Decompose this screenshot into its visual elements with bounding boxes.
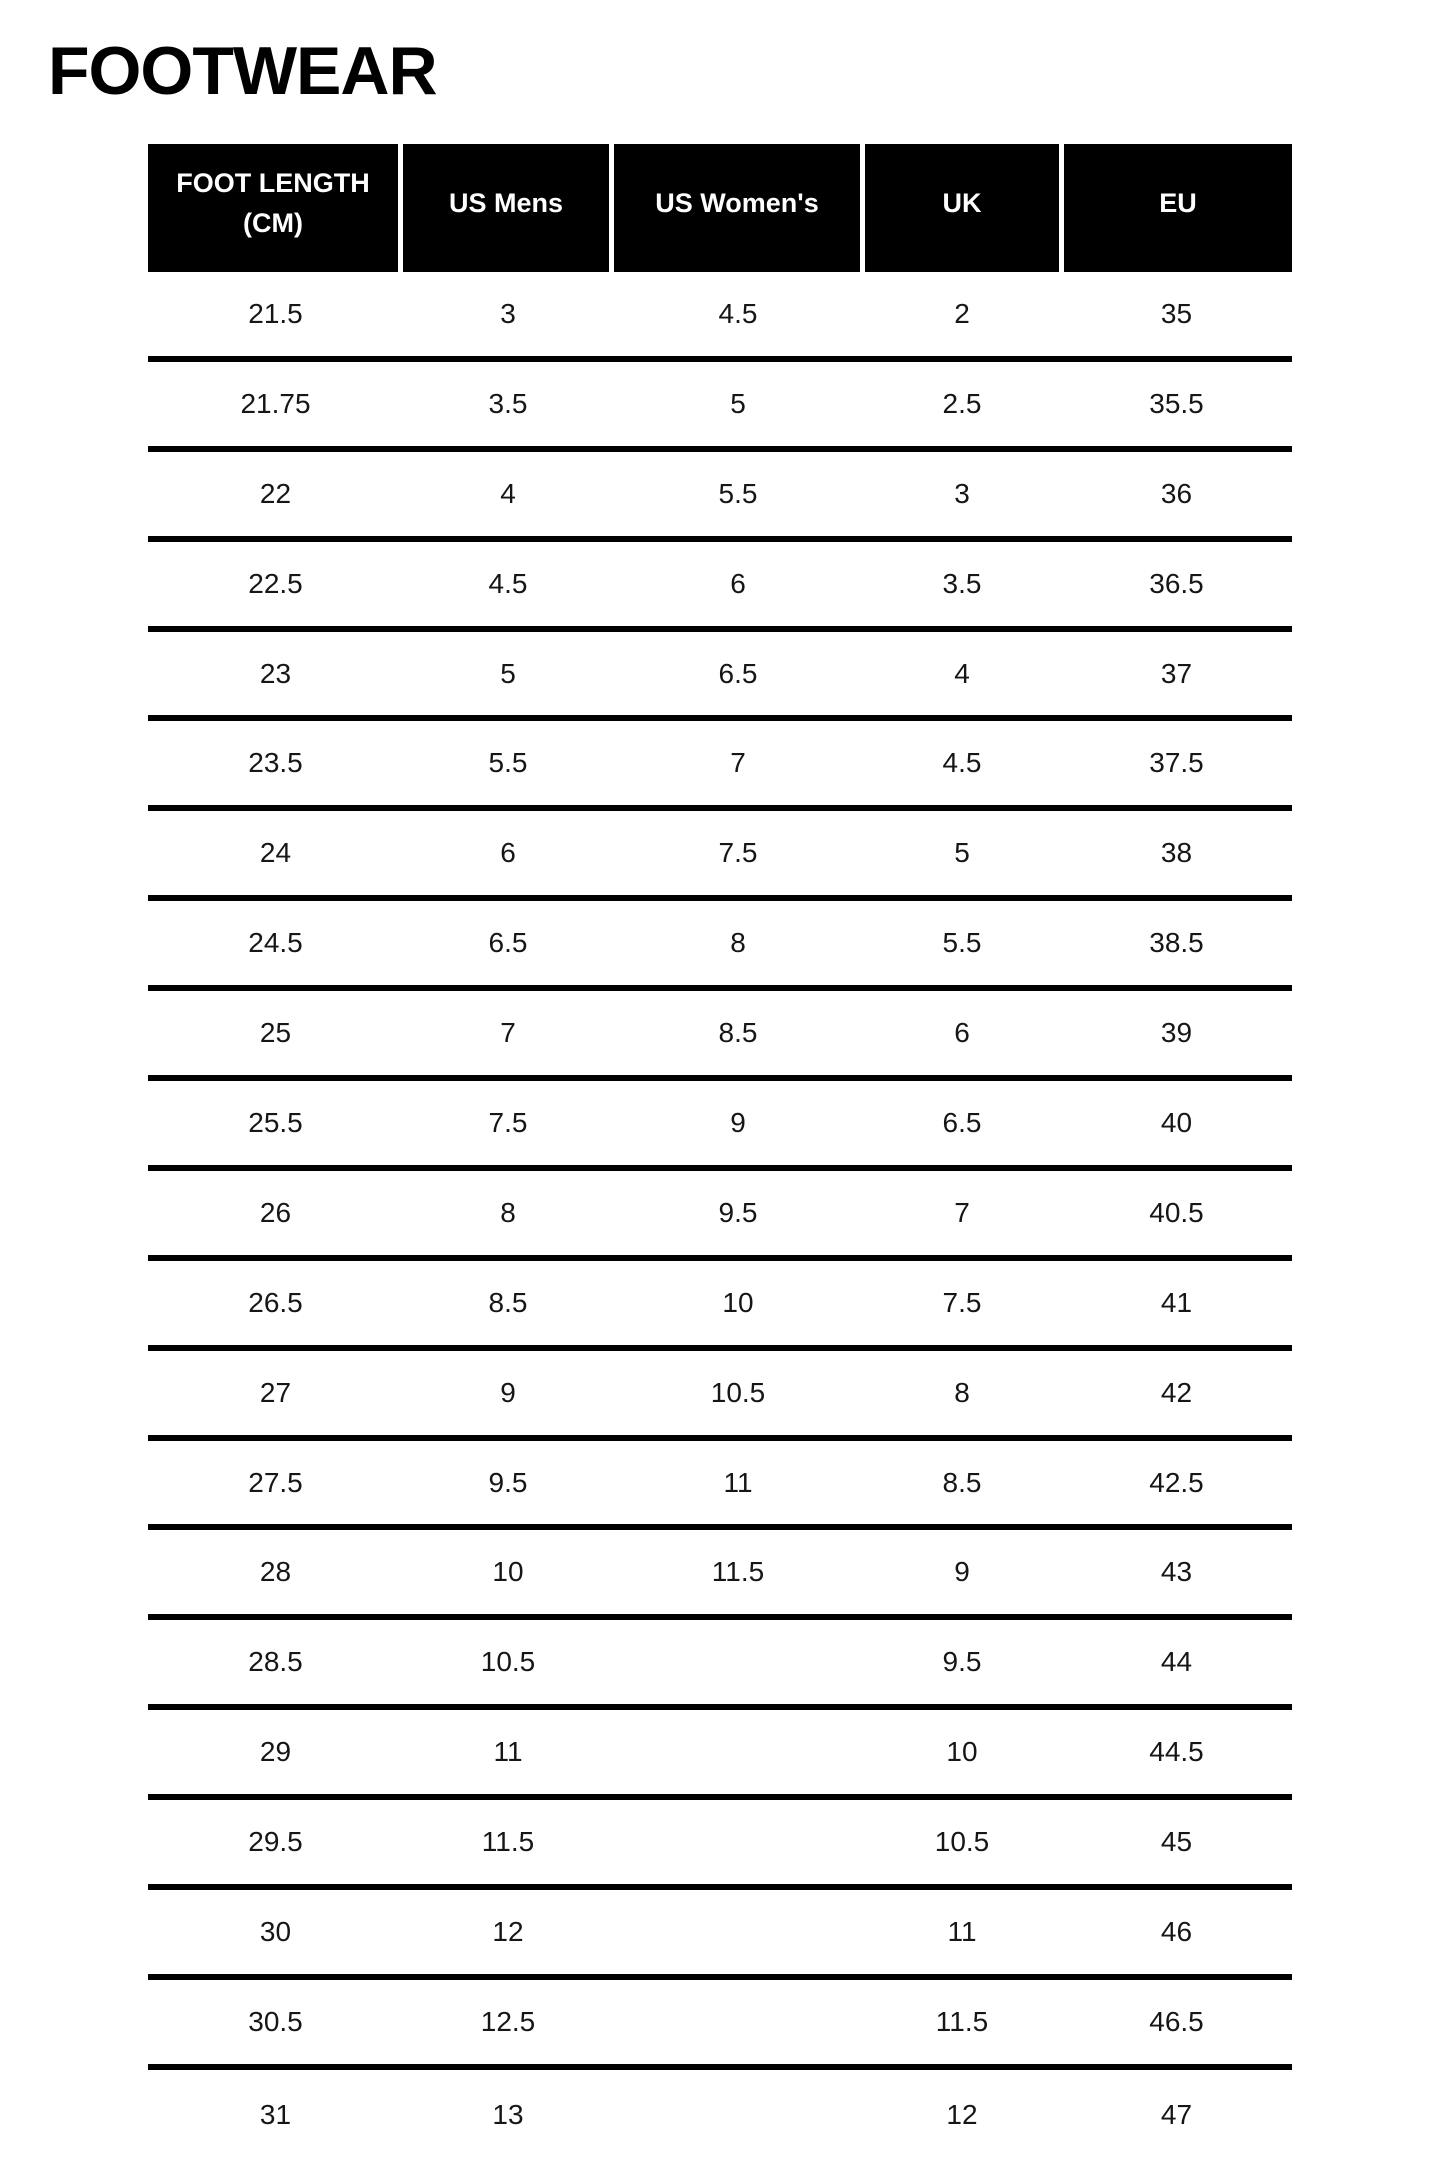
table-cell: 9.5 bbox=[718, 1196, 758, 1228]
table-cell: 7.5 bbox=[718, 837, 758, 869]
table-cell: 42 bbox=[1160, 1376, 1193, 1408]
header-cell-us-womens: US Women's bbox=[614, 144, 860, 272]
table-row bbox=[148, 272, 1292, 362]
table-cell: 38.5 bbox=[1149, 927, 1204, 959]
header-cell-foot-length: FOOT LENGTH (CM) bbox=[148, 144, 398, 272]
table-cell: 8 bbox=[954, 1376, 970, 1408]
table-cell: 47 bbox=[1160, 2098, 1193, 2130]
header-cell-uk: UK bbox=[865, 144, 1059, 272]
table-cell: 7.5 bbox=[942, 1286, 982, 1318]
table-cell: 37.5 bbox=[1149, 747, 1204, 779]
table-cell: 26.5 bbox=[248, 1286, 303, 1318]
table-cell: 4.5 bbox=[942, 747, 982, 779]
table-cell: 4.5 bbox=[718, 297, 758, 329]
table-cell: 24.5 bbox=[248, 927, 303, 959]
table-cell: 37 bbox=[1160, 657, 1193, 689]
table-cell: 9 bbox=[730, 1106, 746, 1138]
table-cell: 4 bbox=[500, 477, 516, 509]
table-row bbox=[148, 1351, 1292, 1441]
table-cell: 7 bbox=[500, 1017, 516, 1049]
table-row bbox=[148, 1441, 1292, 1531]
table-cell: 13 bbox=[492, 2098, 524, 2130]
table-cell: 28.5 bbox=[248, 1646, 303, 1678]
table-cell: 9.5 bbox=[488, 1466, 528, 1498]
table-cell: 7.5 bbox=[488, 1106, 528, 1138]
table-cell: 36.5 bbox=[1149, 567, 1204, 599]
table-row bbox=[148, 1800, 1292, 1890]
table-cell: 3.5 bbox=[488, 387, 528, 419]
table-row bbox=[148, 452, 1292, 542]
table-cell: 12 bbox=[492, 1915, 524, 1947]
table-cell: 9 bbox=[500, 1376, 516, 1408]
table-row bbox=[148, 991, 1292, 1081]
table-cell: 29.5 bbox=[248, 1826, 303, 1858]
table-cell: 25.5 bbox=[248, 1106, 303, 1138]
table-cell: 6 bbox=[730, 567, 746, 599]
table-cell: 6 bbox=[954, 1017, 970, 1049]
table-cell: 22.5 bbox=[248, 567, 303, 599]
table-cell: 2.5 bbox=[942, 387, 982, 419]
table-cell: 29 bbox=[259, 1736, 292, 1768]
table-row bbox=[148, 901, 1292, 991]
table-cell: 10 bbox=[722, 1286, 754, 1318]
table-cell: 2 bbox=[954, 297, 970, 329]
table-cell: 10.5 bbox=[710, 1376, 766, 1408]
table-cell: 26 bbox=[259, 1196, 292, 1228]
table-row bbox=[148, 1620, 1292, 1710]
table-cell: 6.5 bbox=[718, 657, 758, 689]
table-row bbox=[148, 362, 1292, 452]
table-cell: 8.5 bbox=[488, 1286, 528, 1318]
table-cell: 6.5 bbox=[488, 927, 528, 959]
table-row bbox=[148, 2070, 1292, 2160]
table-cell: 7 bbox=[954, 1196, 970, 1228]
table-cell: 5 bbox=[730, 387, 746, 419]
table-cell: 5.5 bbox=[942, 927, 982, 959]
table-cell: 11 bbox=[723, 1466, 753, 1498]
table-cell: 24 bbox=[259, 837, 292, 869]
table-cell: 30 bbox=[259, 1915, 292, 1947]
table-header-row bbox=[148, 144, 1292, 272]
table-cell bbox=[613, 1980, 863, 2064]
table-cell: 40 bbox=[1160, 1106, 1193, 1138]
table-cell: 11 bbox=[493, 1736, 523, 1768]
table-cell: 11.5 bbox=[481, 1826, 535, 1858]
table-cell: 8.5 bbox=[942, 1466, 982, 1498]
table-cell: 35.5 bbox=[1149, 387, 1204, 419]
table-cell: 5.5 bbox=[718, 477, 758, 509]
table-cell: 5 bbox=[954, 837, 970, 869]
table-row bbox=[148, 1710, 1292, 1800]
table-cell: 25 bbox=[259, 1017, 292, 1049]
table-cell: 12.5 bbox=[480, 2005, 536, 2037]
table-cell: 3 bbox=[954, 477, 970, 509]
table-row bbox=[148, 811, 1292, 901]
footwear-size-table bbox=[148, 144, 1292, 2160]
table-row bbox=[148, 1980, 1292, 2070]
table-cell: 44 bbox=[1160, 1646, 1193, 1678]
table-row bbox=[148, 1081, 1292, 1171]
table-body bbox=[148, 272, 1292, 2160]
table-cell bbox=[613, 2070, 863, 2160]
table-cell: 36 bbox=[1160, 477, 1193, 509]
table-cell: 35 bbox=[1160, 297, 1193, 329]
table-cell: 39 bbox=[1160, 1017, 1193, 1049]
table-cell: 27.5 bbox=[248, 1466, 303, 1498]
table-cell: 6.5 bbox=[942, 1106, 982, 1138]
table-cell: 7 bbox=[730, 747, 746, 779]
table-row bbox=[148, 632, 1292, 722]
table-cell: 11 bbox=[947, 1915, 977, 1947]
table-cell: 30.5 bbox=[248, 2005, 303, 2037]
table-cell: 23 bbox=[259, 657, 292, 689]
table-cell: 42.5 bbox=[1149, 1466, 1204, 1498]
table-cell: 9.5 bbox=[942, 1646, 982, 1678]
table-row bbox=[148, 1530, 1292, 1620]
table-cell: 11.5 bbox=[711, 1556, 765, 1588]
table-cell: 8.5 bbox=[718, 1017, 758, 1049]
table-cell: 31 bbox=[259, 2098, 292, 2130]
table-cell: 22 bbox=[259, 477, 292, 509]
table-cell: 27 bbox=[259, 1376, 292, 1408]
table-cell: 28 bbox=[259, 1556, 292, 1588]
table-cell: 5 bbox=[500, 657, 516, 689]
table-cell: 9 bbox=[954, 1556, 970, 1588]
table-row bbox=[148, 1171, 1292, 1261]
table-cell: 8 bbox=[730, 927, 746, 959]
table-cell bbox=[613, 1800, 863, 1884]
table-cell: 43 bbox=[1160, 1556, 1193, 1588]
table-cell bbox=[613, 1620, 863, 1704]
table-row bbox=[148, 1890, 1292, 1980]
table-cell: 38 bbox=[1160, 837, 1193, 869]
table-cell: 10 bbox=[946, 1736, 978, 1768]
table-cell: 44.5 bbox=[1149, 1736, 1204, 1768]
table-cell: 46.5 bbox=[1149, 2005, 1204, 2037]
table-row bbox=[148, 1261, 1292, 1351]
table-cell: 10.5 bbox=[480, 1646, 536, 1678]
table-cell: 21.75 bbox=[240, 387, 311, 419]
table-cell: 6 bbox=[500, 837, 516, 869]
table-cell: 45 bbox=[1160, 1826, 1193, 1858]
table-cell: 11.5 bbox=[935, 2005, 989, 2037]
table-cell: 4.5 bbox=[488, 567, 528, 599]
table-cell: 5.5 bbox=[488, 747, 528, 779]
table-cell: 46 bbox=[1160, 1915, 1193, 1947]
table-cell: 4 bbox=[954, 657, 970, 689]
table-cell: 40.5 bbox=[1149, 1196, 1204, 1228]
page-title: FOOTWEAR bbox=[48, 33, 437, 109]
table-cell: 21.5 bbox=[248, 297, 303, 329]
table-cell: 3 bbox=[500, 297, 516, 329]
table-cell: 3.5 bbox=[942, 567, 982, 599]
table-cell: 8 bbox=[500, 1196, 516, 1228]
table-cell: 10.5 bbox=[934, 1826, 990, 1858]
header-cell-eu: EU bbox=[1064, 144, 1292, 272]
table-cell bbox=[613, 1890, 863, 1974]
table-cell: 10 bbox=[492, 1556, 524, 1588]
table-cell bbox=[613, 1710, 863, 1794]
table-row bbox=[148, 542, 1292, 632]
table-cell: 23.5 bbox=[248, 747, 303, 779]
table-row bbox=[148, 721, 1292, 811]
header-cell-us-mens: US Mens bbox=[403, 144, 609, 272]
table-cell: 12 bbox=[946, 2098, 978, 2130]
table-cell: 41 bbox=[1160, 1286, 1193, 1318]
